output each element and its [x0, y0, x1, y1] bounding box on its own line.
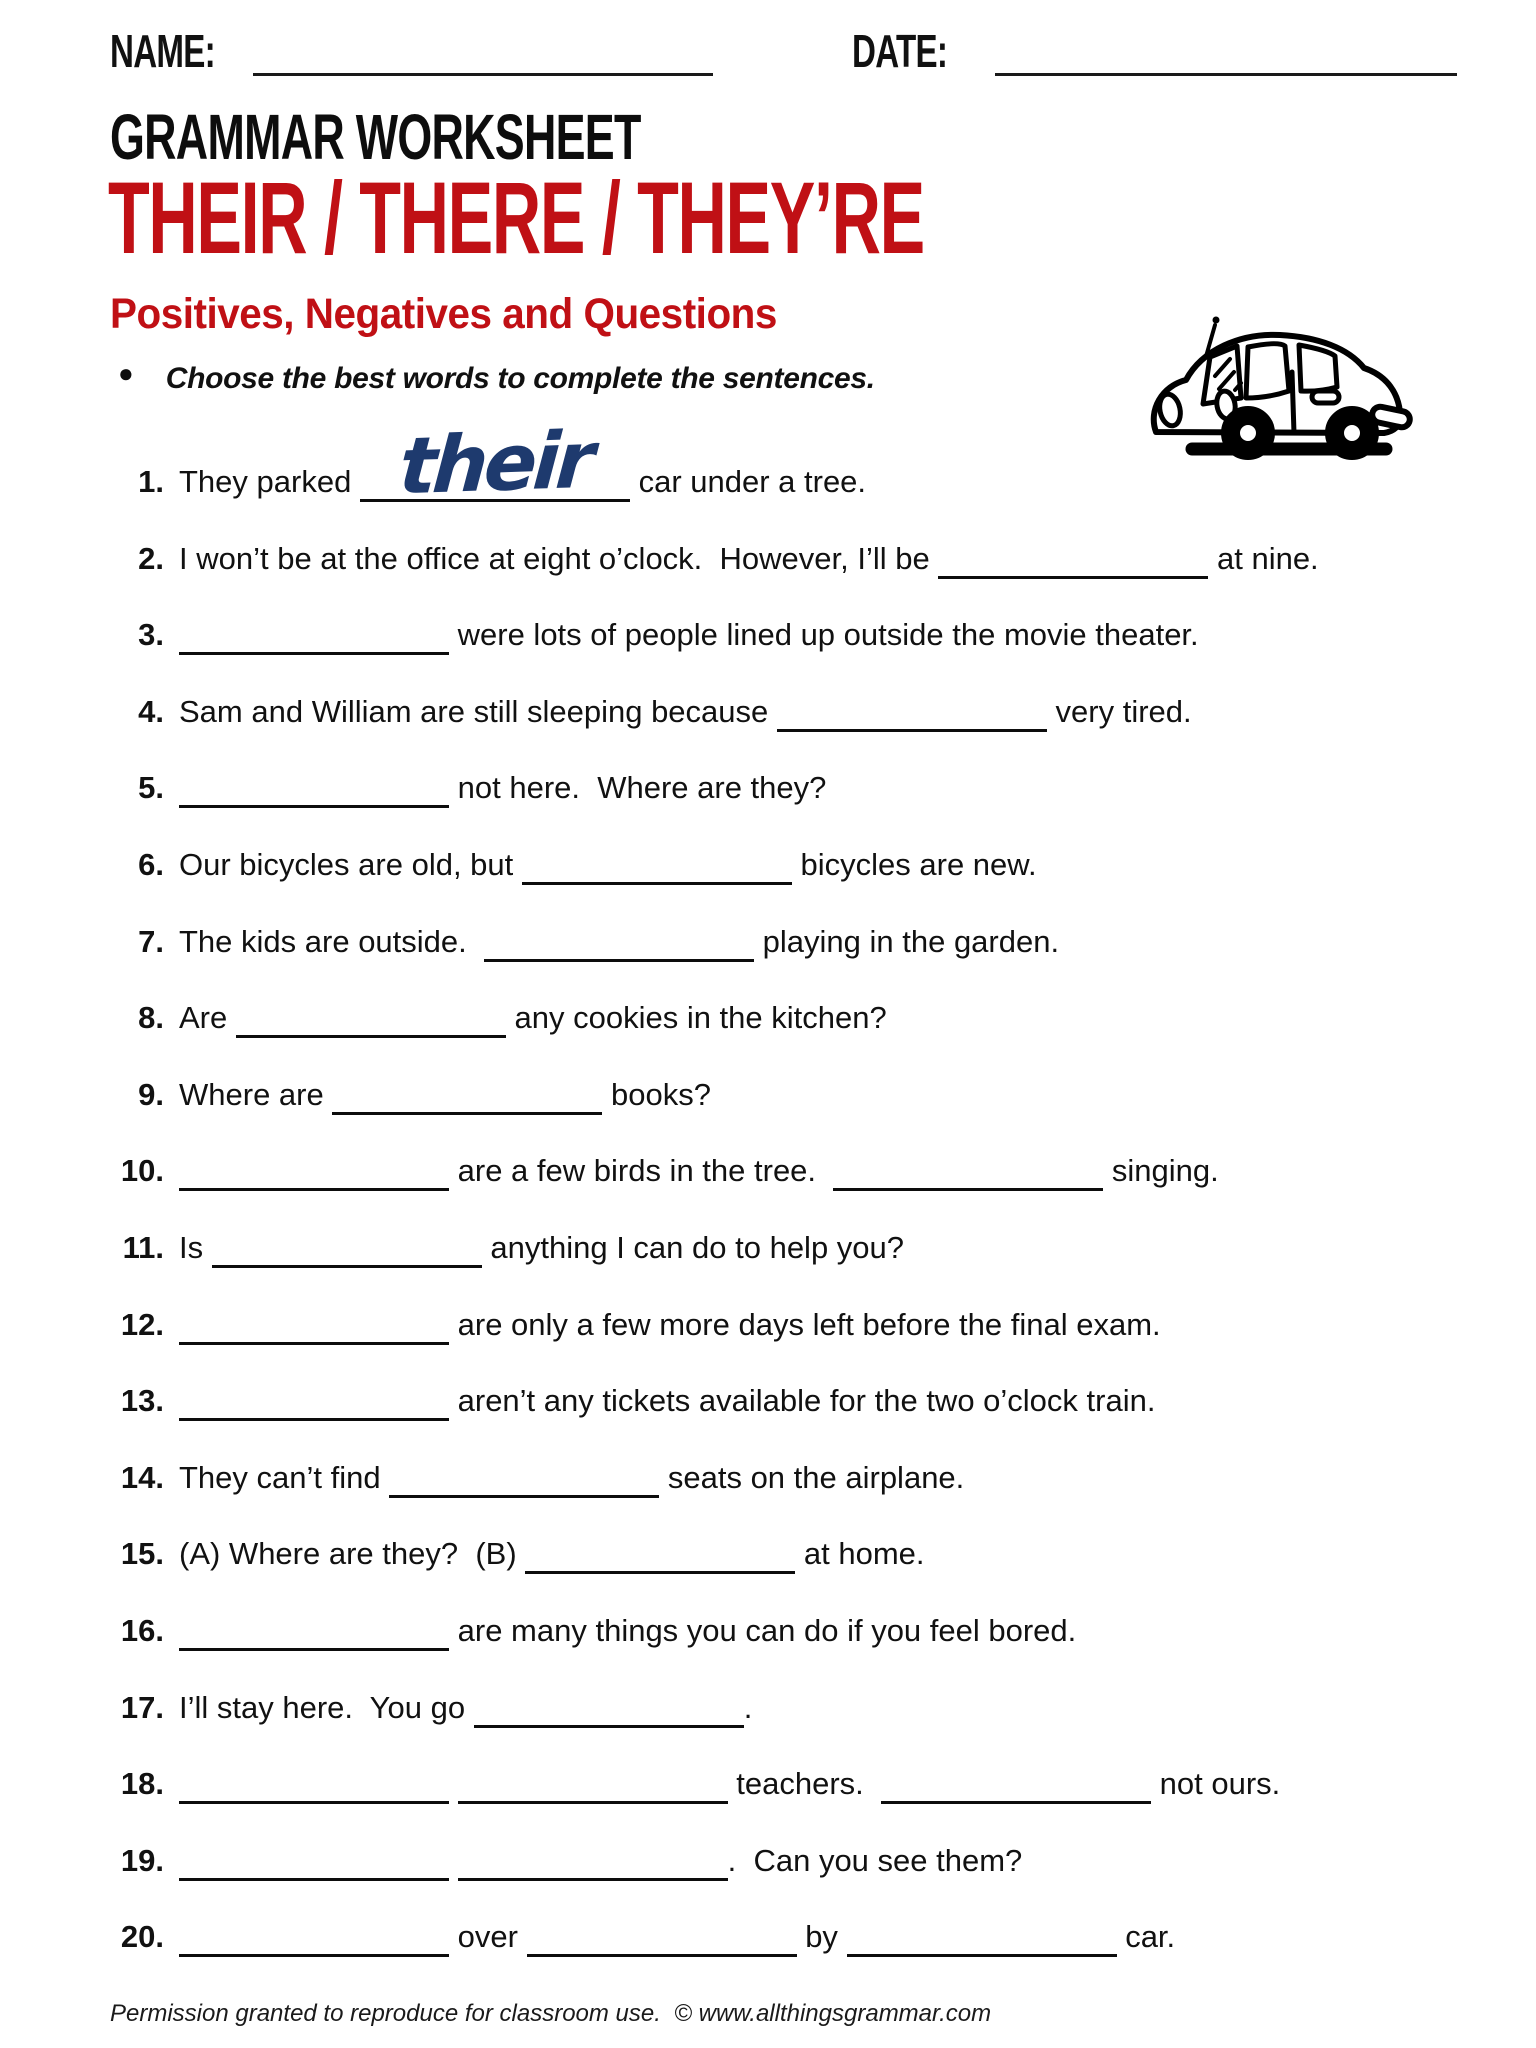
question-number: 10. — [120, 1153, 164, 1189]
instruction-row — [118, 360, 875, 396]
question-number: 4. — [138, 693, 164, 729]
question-number: 18. — [120, 1766, 164, 1802]
question-number: 15. — [120, 1536, 164, 1572]
question-row — [112, 1430, 1506, 1507]
question-row — [112, 1506, 1506, 1583]
question-text: They can’t find — [179, 1459, 381, 1495]
question-row — [112, 817, 1506, 894]
question-text: The kids are outside. — [179, 923, 476, 959]
footer-credit: Permission granted to reproduce for classroom use. © www.allthingsgrammar.com — [110, 2000, 992, 2027]
question-text: not ours. — [1159, 1766, 1281, 1802]
question-number: 19. — [120, 1842, 164, 1878]
question-text: aren’t any tickets available for the two o’clock train. — [457, 1383, 1156, 1419]
question-row — [112, 587, 1506, 664]
question-number: 1. — [138, 464, 164, 499]
question-text: . — [743, 1689, 753, 1725]
answer-blank — [179, 1388, 449, 1421]
question-text: are a few birds in the tree. — [457, 1153, 825, 1189]
answer-blank — [360, 415, 630, 513]
question-text: They parked — [179, 464, 352, 499]
question-row — [112, 1200, 1506, 1277]
answer-blank — [212, 1235, 482, 1268]
question-text: over — [457, 1919, 518, 1955]
worksheet-subtitle: Positives, Negatives and Questions — [110, 290, 777, 338]
question-row — [112, 1813, 1506, 1890]
question-number: 11. — [122, 1230, 164, 1265]
question-row — [112, 1277, 1506, 1354]
question-text: I’ll stay here. You go — [179, 1689, 466, 1725]
question-text: at nine. — [1216, 540, 1319, 576]
question-text: singing. — [1111, 1153, 1219, 1189]
question-row — [112, 1736, 1506, 1813]
question-text: car under a tree. — [638, 464, 867, 499]
answer-blank — [179, 1848, 449, 1881]
question-number: 6. — [138, 847, 164, 882]
question-number: 7. — [138, 923, 164, 959]
question-row — [112, 1660, 1506, 1737]
question-text: were lots of people lined up outside the movie theater. — [457, 617, 1199, 653]
question-number: 3. — [138, 617, 164, 653]
question-text: teachers. — [736, 1766, 873, 1802]
question-text: Where are — [179, 1076, 324, 1112]
question-row — [112, 970, 1506, 1047]
question-number: 13. — [120, 1383, 164, 1419]
date-underline — [995, 73, 1457, 76]
answer-blank — [179, 775, 449, 808]
answer-blank — [527, 1924, 797, 1957]
question-text: Our bicycles are old, but — [179, 847, 514, 882]
answer-blank — [179, 1924, 449, 1957]
question-row — [112, 1047, 1506, 1124]
question-text: seats on the airplane. — [667, 1459, 965, 1495]
question-number: 17. — [120, 1689, 164, 1725]
question-text: are many things you can do if you feel bored. — [457, 1613, 1077, 1648]
question-text: books? — [610, 1076, 711, 1112]
question-row — [112, 1353, 1506, 1430]
question-number: 2. — [138, 540, 164, 576]
question-text: (A) Where are they? (B) — [179, 1536, 517, 1572]
question-text: anything I can do to help you? — [490, 1230, 905, 1265]
answer-blank — [881, 1771, 1151, 1804]
question-row — [112, 740, 1506, 817]
name-underline — [253, 73, 713, 76]
question-number: 12. — [120, 1306, 164, 1342]
answer-blank — [179, 1158, 449, 1191]
question-text: I won’t be at the office at eight o’clock. However, I’ll be — [179, 540, 930, 576]
answer-blank — [179, 1618, 449, 1651]
answer-blank — [458, 1771, 728, 1804]
handwritten-answer: their — [396, 415, 594, 513]
answer-blank — [389, 1465, 659, 1498]
answer-blank — [474, 1695, 744, 1728]
question-number: 16. — [120, 1613, 164, 1648]
question-row — [112, 664, 1506, 741]
question-number: 14. — [120, 1459, 164, 1495]
worksheet-kicker: GRAMMAR WORKSHEET — [110, 101, 641, 173]
answer-blank — [522, 852, 792, 885]
instruction-text: Choose the best words to complete the sentences. — [165, 362, 875, 395]
question-number: 9. — [138, 1076, 164, 1112]
answer-blank — [179, 1312, 449, 1345]
question-row — [112, 415, 1506, 513]
question-text: car. — [1125, 1919, 1176, 1955]
question-number: 8. — [138, 1000, 164, 1036]
question-row — [112, 1123, 1506, 1200]
question-text: Sam and William are still sleeping because — [179, 693, 769, 729]
question-text: very tired. — [1055, 693, 1192, 729]
answer-blank — [332, 1082, 602, 1115]
answer-blank — [179, 1771, 449, 1804]
answer-blank — [484, 929, 754, 962]
question-text: not here. Where are they? — [457, 770, 827, 806]
name-label: NAME: — [110, 25, 215, 77]
answer-blank — [847, 1924, 1117, 1957]
answer-blank — [833, 1158, 1103, 1191]
question-text: bicycles are new. — [800, 847, 1037, 882]
question-row — [112, 1889, 1506, 1966]
question-row — [112, 894, 1506, 971]
question-number: 20. — [120, 1919, 164, 1955]
answer-blank — [236, 1005, 506, 1038]
question-text: at home. — [803, 1536, 925, 1572]
question-text: . Can you see them? — [727, 1842, 1023, 1878]
question-row — [112, 1583, 1506, 1660]
question-number: 5. — [138, 770, 164, 806]
question-text: any cookies in the kitchen? — [514, 1000, 887, 1036]
question-text: playing in the garden. — [762, 923, 1060, 959]
question-row — [112, 511, 1506, 588]
question-text: by — [805, 1919, 838, 1955]
bullet-dot-icon: ● — [118, 358, 134, 388]
answer-blank — [458, 1848, 728, 1881]
worksheet-title: THEIR / THERE / THEY’RE — [108, 161, 924, 275]
question-text: are only a few more days left before the final exam. — [457, 1306, 1161, 1342]
answer-blank — [179, 622, 449, 655]
answer-blank — [938, 546, 1208, 579]
date-label: DATE: — [852, 25, 948, 77]
answer-blank — [525, 1541, 795, 1574]
question-text: Is — [179, 1230, 204, 1265]
answer-blank — [777, 699, 1047, 732]
question-text: Are — [179, 1000, 228, 1036]
